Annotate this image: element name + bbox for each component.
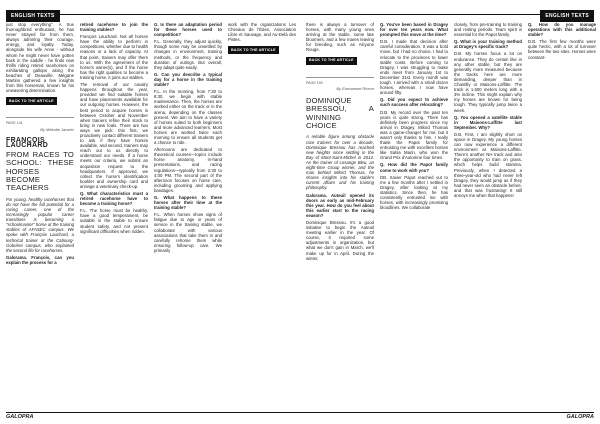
left-col-2 — [80, 22, 148, 236]
back-to-article-link[interactable]: BACK TO THE ARTICLE — [306, 57, 357, 65]
answer: The removal of our cavalry happens throughout the year, provided we find suitable horses and have placements available for our outgoing horses. However, the best period to acquire horses is between October and November when trainers refine their stock to bring in new foals. There are two ways we pick: this first, we proactively contact different trainers to ask if they have horses available, and second, trainers may reach out to us directly to understand our needs. If a horse meets our criteria, we submit an acquisition request to the headquarters. If approved, we collect the horse's identification booklet and ownership card and arrange a veterinary check-up. — [80, 82, 148, 189]
answer: D.B. My horses focus a lot on endurance. They do certain like in any other stable, but they are generally more measured because the tracks here are more demanding, deeper than in Chantilly or Maisons-Laffitte. The track is 1,600 meters long with a 3% incline. This might explain why my horses are known for being tough. They typically jump twice a week. — [454, 51, 522, 113]
header-rule — [58, 14, 300, 15]
article-lede: For young, healthy racehorses that do not have the full potential for a racing career, one of the increasingly popular career transitions is becoming a "schoolmaster" horse at the training stables of AFASEC campus. We spoke with François Lauchard, a technical trainer at the Cabourg-Gobrière campus, who explained the second life for racehorses. — [6, 196, 74, 253]
answer: Afternoons are dedicated to theoretical courses—topics include horse anatomy, in-hand presentations, and racing regulations—typically from 2:30 to 4:00 PM. The second part of the afternoon focuses on horse care, including grooming and applying bandages. — [154, 147, 222, 193]
byline: By Mélodie Janvier — [40, 126, 74, 132]
answer: D.B. First, I am slightly short on space in Dragey. My young horses can now experience a different environment at Maisons-Laffitte. There's another NH track and also the opportunity to train on grass, which helps build stamina. Previously, when I detected a three-year-old who had never left Dragey, they would jump as if they had never seen an obstacle before, and that was frustrating! It still annoys me when that happens! — [454, 131, 522, 198]
answer: François Lauchard. Not all horses have the ability to perform in competitions, whether due to health reasons or a lack of capacity. At that point, trainers may offer them to us. With the agreement of the horse's owner(s), and if the horse has the right qualities to become a training horse, it joins our stables. — [80, 34, 148, 80]
question-cont: retired racehorse to join the training stables? — [80, 22, 148, 33]
answer: work with the organizations Les Chevaux de l'Éden, Association Libre et Sauvage, and Au-Delà des Pistes. — [228, 22, 296, 43]
answer: D.B. My record over the past ten years is quite strong. There has definitely been progress since my arrival in Dragey. Milord Thomas was a game-changer for me, but it wasn't only thanks to him. I really thank the Papot family for entrusting me with excellent horses like Salsa Marin, who won the Grand Prix d'Automne four times. — [380, 109, 448, 161]
divider — [306, 77, 374, 78]
answer: F.L. The horse must be healthy, have a good temperament, be suitable in the stable to ensure student safety, and not present significant difficulties when ridden. — [80, 208, 148, 234]
question: Q. What characteristics must a retired racehorse have to become a training horse? — [80, 191, 148, 207]
right-col-1 — [306, 22, 374, 263]
answer: F.L. When horses show signs of fatigue due to age or years of service in the training stable, we collaborate with various associations that take them in and carefully rehome them while ensuring follow-up care. We primarily — [154, 212, 222, 253]
question: G. What happens to these horses after their time at the training stable? — [154, 195, 222, 211]
article-title: FROM RACES TO SCHOOL: THESE HORSES BECOME TEACHERS — [6, 149, 74, 193]
answer: D.B. The first few months were quite hectic, with a lot of turnover between the two sites. Horses were constant- — [528, 39, 596, 60]
continued-text: there is always a turnover of horses, with many young ones arriving at the stable, some late bloomers, and a few mares leaving for breeding, such as Alcyone Rouge. — [306, 22, 374, 53]
right-page — [300, 0, 600, 424]
left-col-4 — [228, 22, 296, 60]
answer: DB. Xavier Papot reached out to me a few months after I settled in Dragey, after looking at my statistics. Since then, he has consistently entrusted me with horses, with increasingly promising bloodlines. We collaborate — [380, 174, 448, 211]
question: Galorama. Auteuil opened its doors as early as mid-February this year. How do you feel about this earlier start to the racing season? — [306, 192, 374, 218]
continued-text: just stop everything". A true thoroughbred enthusiast, he has never strayed far from them, always admiring their courage, energy, and loyalty. Today, alongside his wife Anne - without whom he might never have gotten back in the saddle - he finds new thrills riding retired racehorses on exhilarating gallops along the beaches of Deauville. Mégane Martins gathered a few insights from this horseman, known for his unwavering determination. — [6, 22, 74, 94]
page-ref: PAGE 141 — [6, 121, 23, 126]
question: Q. What is your training method at Dragey's specific track? — [454, 39, 522, 50]
left-col-3 — [154, 22, 222, 255]
right-col-4 — [528, 22, 596, 62]
footer-rule — [300, 412, 594, 413]
article-lede: A reliable figure among obstacle race trainers for over a decade, Dominique Bressou has reached new heights since settling in the Bay of Mont-Saint-Michel in 2014. As the trainer of Losange Bleu, an eight-time Group winner, and the man behind Milord Thomas, he shares insights into his stable's current affairs and his training philosophy. — [306, 134, 374, 191]
back-to-article-link[interactable]: BACK TO THE ARTICLE — [6, 97, 57, 105]
brand-logo: GALOPRA — [6, 414, 34, 420]
question: G. Is there an adaptation period for these horses used to competition? — [154, 22, 222, 38]
question: Q. You opened a satellite stable in Maisons-Laffitte last September. Why? — [454, 114, 522, 130]
question: Q. You've been based in Dragey for over ten years now. What prompted this move at the time? — [380, 22, 448, 38]
article-title: DOMINIQUE BRESSOU, A WINNING CHOICE — [306, 95, 374, 131]
header-rule — [300, 14, 542, 15]
back-to-article-link[interactable]: BACK TO THE ARTICLE — [228, 46, 279, 54]
answer: closely, from pre-training to training and resting periods. Team spirit is essential for the Papot family. — [454, 22, 522, 38]
question: Q. How did the Papot family come to work with you? — [380, 162, 448, 173]
answer: F.L. In the morning, from 7:30 to 8:30, we begin with stable maintenance. Then, the horses are worked either on the track or in the arena, depending on the classes present. We aim to have a variety of horses suited to both beginners and more advanced learners. Most horses are worked twice each morning to ensure all students get a chance to ride. — [154, 89, 222, 146]
answer: F.L. Generally, they adjust quickly, though some may be unsettled by changes in environment, training methods, or the frequency and duration of outings. But overall, they adapt quite easily. — [154, 39, 222, 70]
right-col-2 — [380, 22, 448, 212]
article-author: FRANÇOIS LAUCHARD — [6, 136, 49, 149]
brand-logo: GALOPRA — [566, 414, 594, 420]
answer: D.B. I made that decision after careful consideration. It was a bold move, but I had no choice. I had to relocate to the provinces to lower stable costs. Before coming to Dragey, I was struggling to make ends meet from January 1st to December 31st. Every month was tough. I arrived with a small dozen horses, whereas I now have around fifty. — [380, 39, 448, 96]
question: G. Can you describe a typical day for a horse in the training stable? — [154, 71, 222, 88]
section-label: ENGLISH TEXTS — [6, 10, 60, 22]
answer: Dominique Bressou. It's a good initiative to begin the Auteuil meeting earlier in the year. Of course, it required some adjustments in organization, but what we don't gain in March, we'll make up for in April. During the winter, — [306, 219, 374, 261]
question: Q. How do you manage operations with this additional stable? — [528, 22, 596, 38]
byline: By Emmanuel Rivron — [336, 85, 374, 91]
question: Q. Did you expect to achieve such success after relocating? — [380, 97, 448, 108]
footer-rule — [6, 412, 300, 413]
right-col-3 — [454, 22, 522, 200]
question: Galorama. François, can you explain the process for a — [6, 254, 74, 265]
divider — [6, 117, 74, 118]
section-label: ENGLISH TEXTS — [540, 10, 594, 22]
page-ref: PAGE 150 — [306, 80, 323, 85]
left-col-1 — [6, 22, 74, 267]
